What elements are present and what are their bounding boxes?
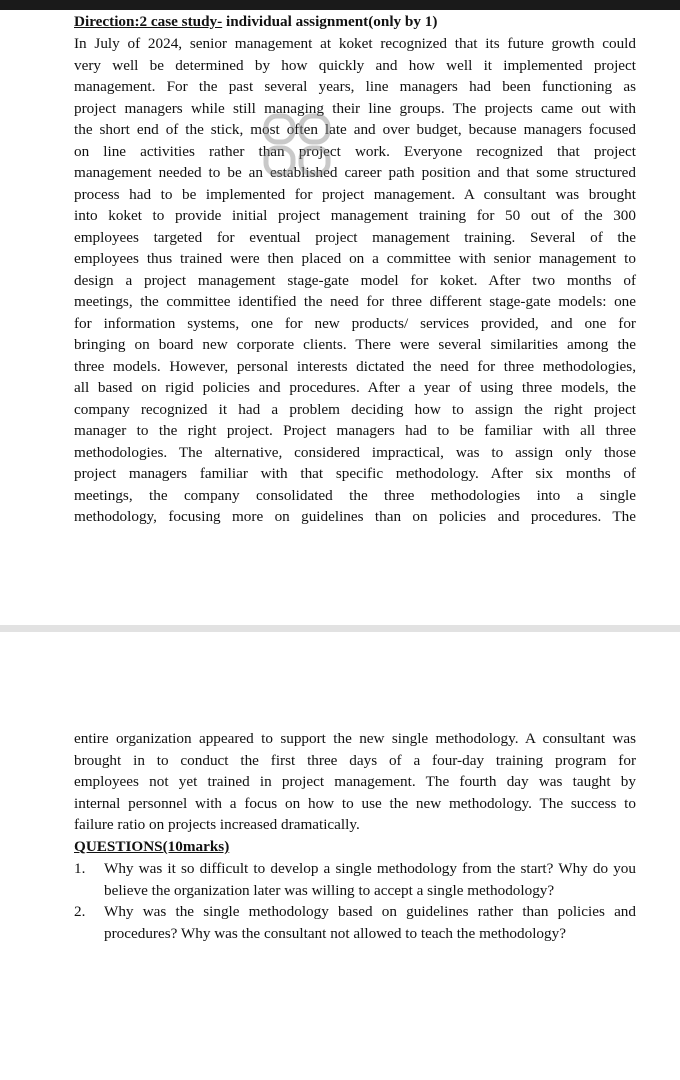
paragraph-line: employees not yet trained in project management. The fourth day was taught by (74, 773, 636, 790)
paragraph-line: meetings, the company consolidated the three methodologies into a single (74, 486, 636, 504)
paragraph-line: failure ratio on projects increased dramatically. (74, 816, 360, 833)
top-border (0, 0, 680, 10)
assignment-heading (74, 11, 437, 33)
paragraph-line: management needed to be an established career path position and that some structured (74, 164, 636, 181)
paragraph-line: employees thus trained were then placed on a committee with senior management to (74, 250, 636, 267)
paragraph-line: manager to the right project. Project managers had to be familiar with all three (74, 422, 636, 439)
paragraph-line: all based on rigid policies and procedures. After a year of using three models, the (74, 379, 636, 396)
paragraph-line: methodologies. The alternative, considered impractical, was to assign only those (74, 443, 636, 461)
case-study-paragraph-part2 (74, 728, 636, 836)
question-text: Why was it so difficult to develop a single methodology from the start? Why do you believe the organization later was willing to accept a single methodology? (104, 860, 636, 899)
paragraph-line: design a project management stage-gate model for koket. After two months of (74, 271, 636, 289)
paragraph-line: very well be determined by how quickly and how well it implemented project (74, 56, 636, 74)
heading-assignment-label: individual assignment(only by 1) (222, 13, 438, 30)
grid-watermark-icon (262, 112, 332, 178)
paragraph-line: internal personnel with a focus on how to use the new methodology. The success to (74, 794, 636, 812)
paragraph-line: employees targeted for eventual project management training. Several of the (74, 228, 636, 246)
paragraph-line: meetings, the committee identified the need for three different stage-gate models: one (74, 293, 636, 310)
case-study-paragraph-part1 (74, 33, 636, 528)
paragraph-line: entire organization appeared to support the new single methodology. A consultant was (74, 730, 636, 747)
paragraph-line: In July of 2024, senior management at koket recognized that its future growth could (74, 35, 636, 52)
question-item-2 (74, 901, 636, 944)
paragraph-line: methodology, focusing more on guidelines than on policies and procedures. The (74, 508, 636, 525)
questions-list (74, 858, 636, 944)
paragraph-line: the short end of the stick, most often late and over budget, because managers focused (74, 121, 636, 138)
question-text: Why was the single methodology based on guidelines rather than policies and procedures? Why was the consultant not allowed to teach the methodology? (104, 903, 636, 942)
paragraph-line: for information systems, one for new products/ services provided, and one for (74, 314, 636, 332)
paragraph-line: process had to be implemented for project management. A consultant was brought (74, 185, 636, 203)
paragraph-line: project managers while still managing their line groups. The projects came out with (74, 99, 636, 117)
question-number: 1. (74, 860, 86, 877)
paragraph-line: project managers familiar with that specific methodology. After six months of (74, 465, 636, 482)
heading-direction-label: Direction:2 case study- (74, 13, 223, 30)
paragraph-line: bringing on board new corporate clients. There were several similarities among the (74, 336, 636, 353)
question-number: 2. (74, 903, 86, 920)
paragraph-line: company recognized it had a problem deciding how to assign the right project (74, 400, 636, 418)
paragraph-line: brought in to conduct the first three days of a four-day training program for (74, 751, 636, 769)
question-item-1 (74, 858, 636, 901)
questions-heading: QUESTIONS(10marks) (74, 838, 230, 855)
paragraph-line: three models. However, personal interests dictated the need for three methodologies, (74, 357, 636, 375)
paragraph-line: on line activities rather than project work. Everyone recognized that project (74, 142, 636, 160)
paragraph-line: management. For the past several years, line managers had been functioning as (74, 78, 636, 95)
paragraph-line: into koket to provide initial project management training for 50 out of the 300 (74, 207, 636, 224)
page-break (0, 625, 680, 632)
